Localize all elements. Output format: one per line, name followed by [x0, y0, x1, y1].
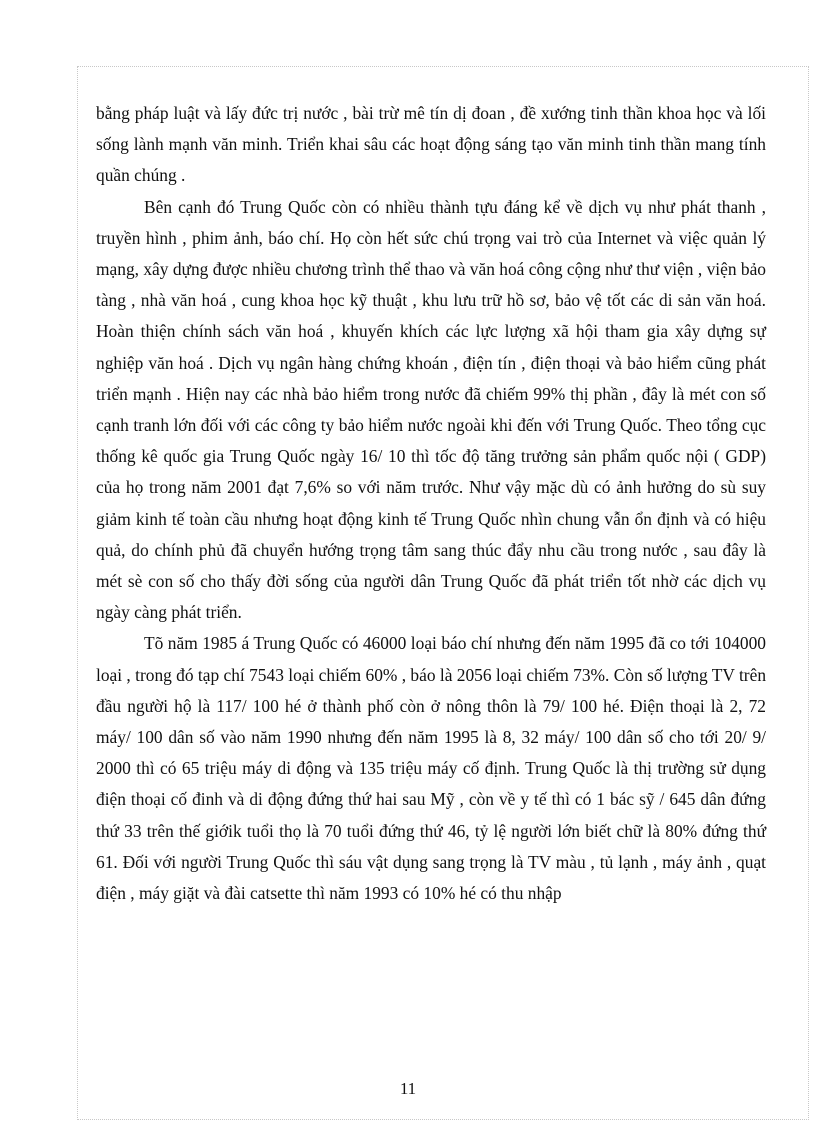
body-text	[96, 98, 766, 909]
paragraph-services: Bên cạnh đó Trung Quốc còn có nhiều thành tựu đáng kể về dịch vụ như phát thanh , truyền hình , phim ảnh, báo chí. Họ còn hết sức chú trọng vai trò của Internet và việc quản lý mạng, xây dựng được nhiều chương trình thể thao và văn hoá công cộng như thư viện , viện bảo tàng , nhà văn hoá , cung khoa học kỹ thuật , khu lưu trữ hồ sơ, bảo vệ tốt các di sản văn hoá. Hoàn thiện chính sách văn hoá , khuyến khích các lực lượng xã hội tham gia xây dựng sự nghiệp văn hoá . Dịch vụ ngân hàng chứng khoán , điện tín , điện thoại và bảo hiểm cũng phát triển mạnh . Hiện nay các nhà bảo hiểm trong nước đã chiếm 99% thị phần , đây là mét con số cạnh tranh lớn đối với các công ty bảo hiểm nước ngoài khi đến với Trung Quốc. Theo tổng cục thống kê quốc gia Trung Quốc ngày 16/ 10 thì tốc độ tăng trưởng sản phẩm quốc nội ( GDP) của họ trong năm 2001 đạt 7,6% so với năm trước. Như vậy mặc dù có ảnh hưởng do sù suy giảm kinh tế toàn cầu nhưng hoạt động kinh tế Trung Quốc nhìn chung vẫn ổn định và có hiệu quả, do chính phủ đã chuyển hướng trọng tâm sang thúc đẩy nhu cầu trong nước , sau đây là mét sè con số cho thấy đời sống của người dân Trung Quốc đã phát triển tốt nhờ các dịch vụ ngày càng phát triển.	[96, 196, 766, 623]
paragraph-statistics: Tõ năm 1985 á Trung Quốc có 46000 loại báo chí nhưng đến năm 1995 đã co tới 104000 loại , trong đó tạp chí 7543 loại chiếm 60% , báo là 2056 loại chiếm 73%. Còn số lượng TV trên đầu người hộ là 117/ 100 hé ở thành phố còn ở nông thôn là 79/ 100 hé. Điện thoại là 2, 72 máy/ 100 dân số vào năm 1990 nhưng đến năm 1995 là 8, 32 máy/ 100 dân số cho tới 20/ 9/ 2000 thì có 65 triệu máy di động và 135 triệu máy cố định. Trung Quốc là thị trường sử dụng điện thoại cố đinh và di động đứng thứ hai sau Mỹ , còn về y tế thì có 1 bác sỹ / 645 dân đứng thứ 33 trên thế giớik tuổi thọ là 70 tuổi đứng thứ 46, tỷ lệ người lớn biết chữ là 80% đứng thứ 61. Đối với người Trung Quốc thì sáu vật dụng sang trọng là TV màu , tủ lạnh , máy ảnh , quạt điện , máy giặt và đài catsette thì năm 1993 có 10% hé có thu nhập	[96, 633, 767, 904]
paragraph-continued: bằng pháp luật và lấy đức trị nước , bài trừ mê tín dị đoan , đề xướng tinh thần khoa học và lối sống lành mạnh văn minh. Triển khai sâu các hoạt động sáng tạo văn minh tinh thần mang tính quần chúng .	[96, 103, 766, 186]
page-number: 11	[399, 1079, 417, 1098]
